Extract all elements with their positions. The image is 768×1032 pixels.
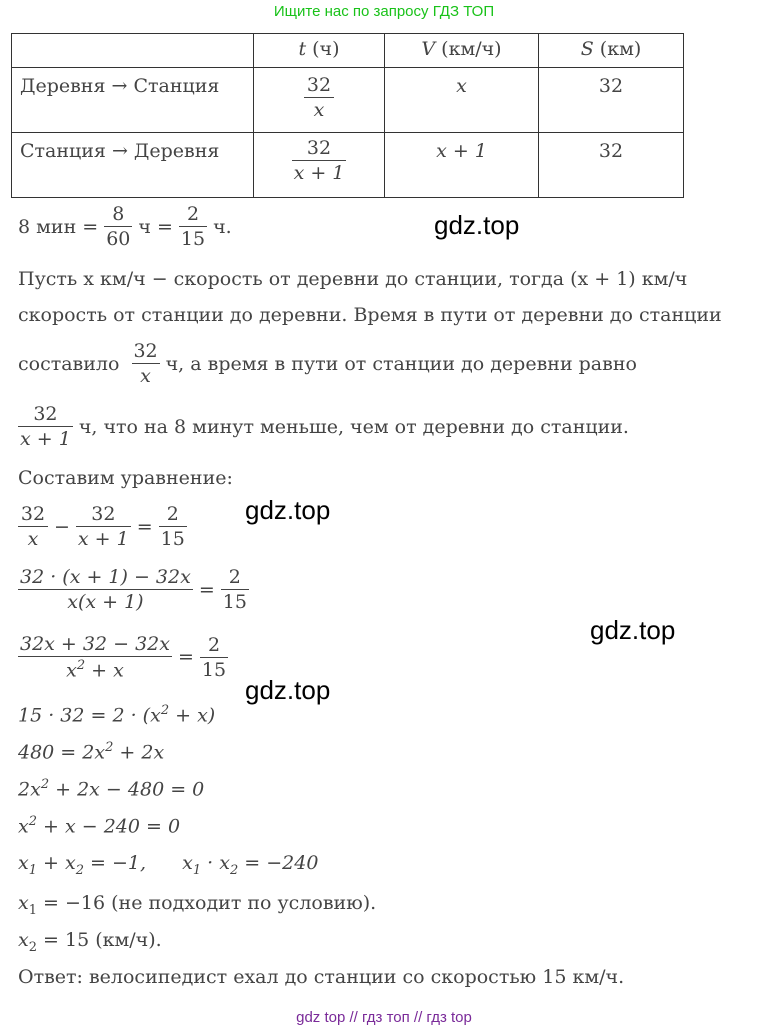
text-line: скорость от станции до деревни. Время в пути от деревни до станции bbox=[18, 304, 722, 326]
route-cell: Станция → Деревня bbox=[12, 133, 254, 198]
table-row bbox=[12, 133, 684, 198]
header-time: t (ч) bbox=[254, 34, 385, 68]
header-speed: V (км/ч) bbox=[385, 34, 539, 68]
math-line: $x^2 + x - 240 = 0$ bbox=[18, 814, 181, 838]
text-line: Пусть x км/ч − скорость от деревни до станции, тогда (x + 1) км/ч bbox=[18, 268, 688, 290]
fraction: 2 15 bbox=[201, 633, 227, 681]
equation-1: 32 x − 32 x + 1 = 2 15 bbox=[18, 503, 187, 550]
watermark: gdz.top bbox=[245, 495, 331, 525]
header-search-link[interactable]: Ищите нас по запросу ГДЗ ТОП bbox=[273, 3, 495, 20]
equation-2: 32 · (x + 1) − 32x x(x + 1) = 2 15 bbox=[20, 566, 247, 613]
header-empty-cell bbox=[12, 34, 254, 68]
fraction: 32x + 32 − 32x $x^2 + x$ bbox=[20, 633, 170, 682]
table-row bbox=[12, 68, 684, 133]
time-conversion: 8 мин = 8 60 ч = 2 15 ч. bbox=[18, 203, 232, 250]
speed-cell: x + 1 bbox=[385, 133, 539, 198]
fraction: 32 x bbox=[18, 503, 48, 550]
table-header-row bbox=[12, 34, 684, 68]
math-line: $2x^2 + 2x - 480 = 0$ bbox=[18, 777, 205, 801]
text-line: 32 x + 1 ч, что на 8 минут меньше, чем от деревни до станции. bbox=[20, 403, 629, 450]
distance-cell: 32 bbox=[539, 68, 684, 133]
distance-cell: 32 bbox=[539, 133, 684, 198]
fraction: 2 15 bbox=[222, 566, 247, 613]
fraction: 2 15 bbox=[160, 503, 185, 550]
fraction: 32 x + 1 bbox=[77, 503, 129, 550]
vieta-line: $x_1 + x_2 = -1$, $x_1 \cdot x_2 = -240$ bbox=[18, 852, 319, 878]
fraction-2-15: 2 15 bbox=[180, 203, 206, 250]
watermark: gdz.top bbox=[245, 675, 331, 705]
root-1-line: $x_1 = -16$ (не подходит по условию). bbox=[18, 892, 377, 918]
route-cell: Деревня → Станция bbox=[12, 68, 254, 133]
time-fraction: $\frac{32}{x}$ bbox=[304, 74, 334, 121]
fraction-32-x-plus-1: 32 x + 1 bbox=[20, 403, 71, 450]
root-2-line: $x_2 = 15$ (км/ч). bbox=[18, 929, 162, 955]
fraction: 32 · (x + 1) − 32x x(x + 1) bbox=[20, 566, 191, 613]
compose-label: Составим уравнение: bbox=[18, 467, 233, 489]
equation-3: 32x + 32 − 32x $x^2 + x$ = 2 15 bbox=[20, 633, 227, 682]
math-line: $15 \cdot 32 = 2 \cdot (x^2 + x)$ bbox=[18, 703, 216, 727]
data-table bbox=[11, 33, 684, 198]
answer-line: Ответ: велосипедист ехал до станции со скоростью 15 км/ч. bbox=[18, 966, 625, 988]
time-cell bbox=[254, 68, 385, 133]
footer-links[interactable]: gdz top // гдз топ // гдз top bbox=[296, 1009, 472, 1026]
time-fraction: $\frac{32}{x + 1}$ bbox=[293, 137, 345, 184]
text-line: составило 32 x ч, а время в пути от станции до деревни равно bbox=[18, 340, 637, 387]
fraction-8-60: 8 60 bbox=[106, 203, 131, 250]
watermark: gdz.top bbox=[434, 210, 520, 240]
header-distance: S (км) bbox=[539, 34, 684, 68]
speed-cell: x bbox=[385, 68, 539, 133]
watermark: gdz.top bbox=[590, 615, 676, 645]
math-line: $480 = 2x^2 + 2x$ bbox=[18, 740, 165, 764]
time-cell bbox=[254, 133, 385, 198]
fraction-32-x: 32 x bbox=[133, 340, 158, 387]
